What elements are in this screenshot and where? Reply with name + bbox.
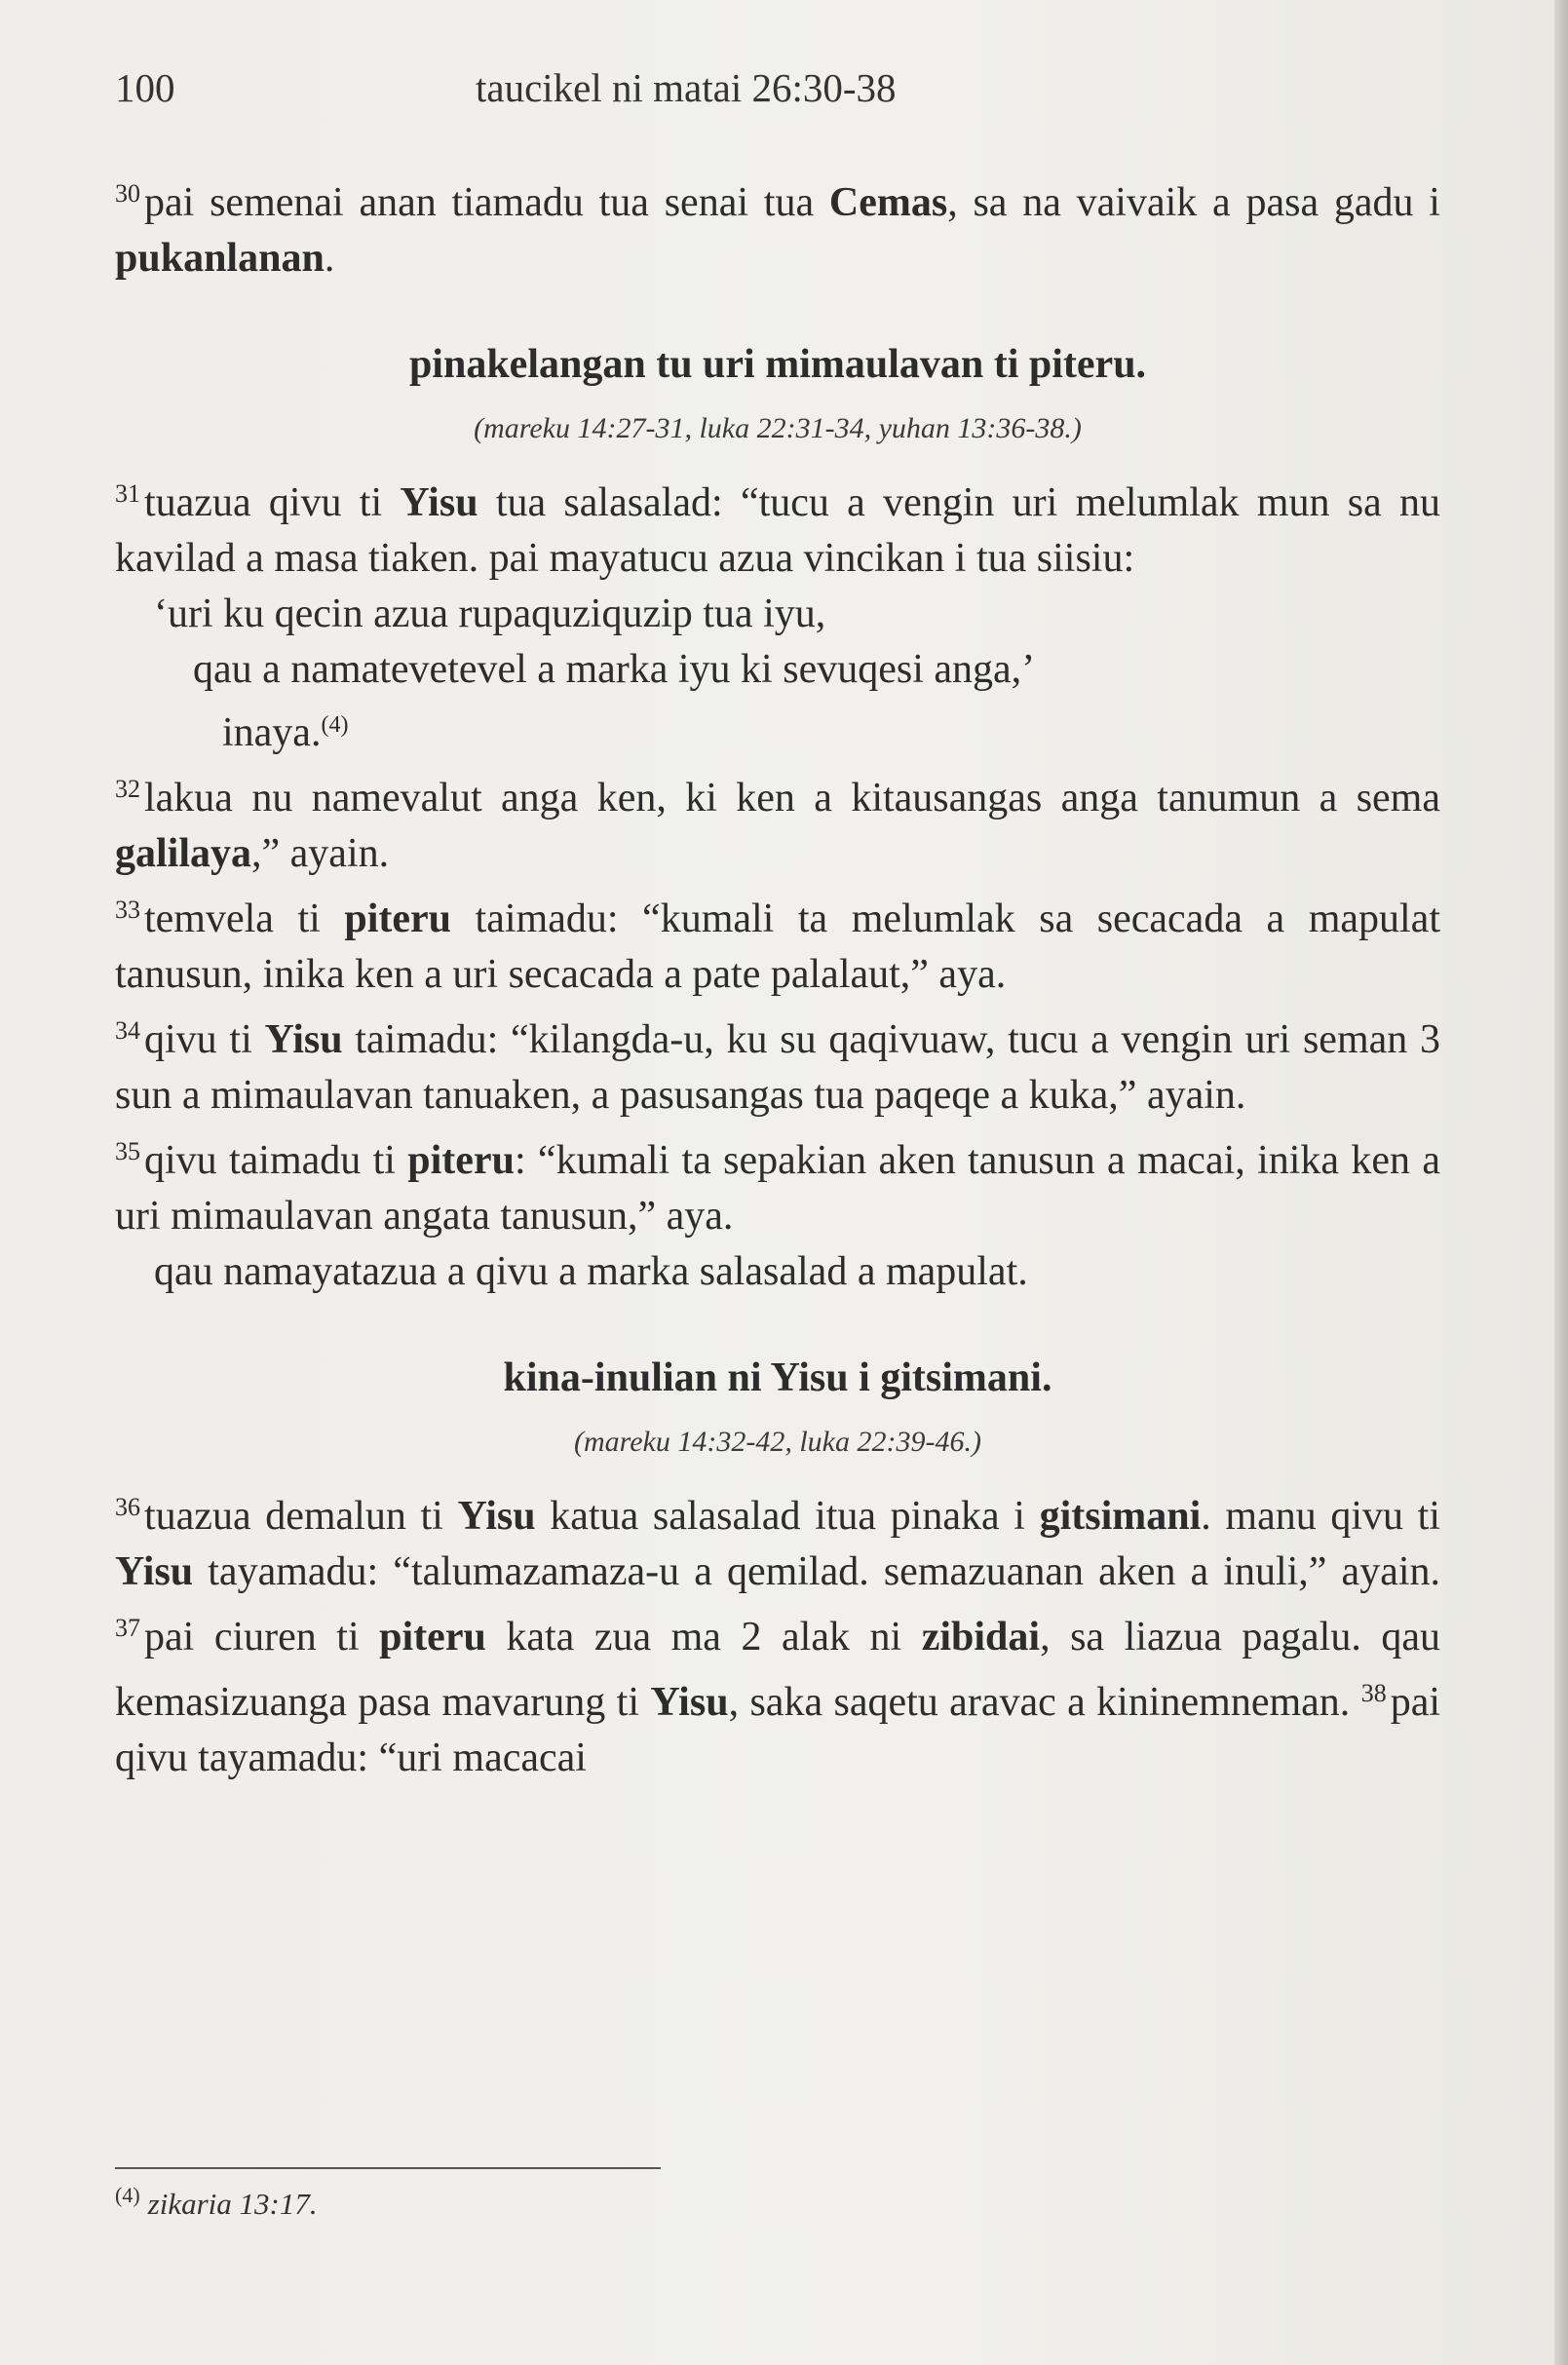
footnote-mark: (4) [115,2183,140,2207]
verse-36-38: $^{36}$tuazua demalun ti Yisu katua salasalad itua pinaka i gitsimani. manu qivu ti Yisu tayamadu: “talumazamaza-u a qemilad. semazuanan aken a inuli,” ayain. $^{37}$pai ciuren ti piteru kata zua ma 2 alak ni zibidai, sa liazua pagalu. qau kemasizuanga pasa mavarung ti Yisu, saka saqetu aravac a kininemneman. $^{38}$pai qivu tayamadu: “uri macacai [115,1493,1441,1780]
name-galilaya: galilaya [115,831,252,876]
footnote-reference: (4) [321,712,349,738]
quote-line: qau a namatevetevel a marka iyu ki sevuqesi anga,’ [193,647,1036,692]
verse-30: $^{30}$pai semenai anan tiamadu tua senai tua Cemas, sa na vaivaik a pasa gadu i pukanlanan. [115,179,1440,281]
footnote [115,2183,318,2222]
name-piteru: piteru [379,1615,486,1659]
footnote-text: zikaria 13:17. [147,2187,318,2221]
quote-line: inaya.$^{(4)}$ [222,710,349,755]
verse-34: $^{34}$qivu ti Yisu taimadu: “kilangda-u, ku su qaqivuaw, tucu a vengin uri seman 3 sun a mimaulavan tanuaken, a pasusangas tua paqeqe a kuka,” ayain. [115,1016,1440,1118]
verse-32: $^{32}$lakua nu namevalut anga ken, ki ken a kitausangas anga tanumun a sema galilaya,” ayain. [115,775,1440,876]
verse-33: $^{33}$temvela ti piteru taimadu: “kumali ta melumlak sa secacada a mapulat tanusun, inika ken a uri secacada a pate palalaut,” aya. [115,896,1440,997]
verse-number: 33 [115,896,140,924]
running-title: taucikel ni matai 26:30-38 [476,65,897,110]
footnote-divider [115,2167,661,2169]
name-gitsimani: gitsimani [1039,1494,1202,1539]
name-yisu: Yisu [264,1017,343,1062]
verse-number: 35 [115,1137,140,1165]
name-zibidai: zibidai [921,1615,1041,1659]
name-cemas: Cemas [828,180,948,225]
name-piteru: piteru [407,1138,515,1183]
main-text [115,166,1440,1786]
page-number: 100 [115,65,175,110]
name-yisu: Yisu [115,1549,194,1594]
verse-number: 32 [115,775,140,803]
name-yisu: Yisu [457,1494,536,1539]
verse-number: 37 [115,1614,140,1642]
section-cross-reference: (mareku 14:27-31, luka 22:31-34, yuhan 13:36-38.) [474,412,1082,444]
verse-35: $^{35}$qivu taimadu ti piteru: “kumali ta sepakian aken tanusun a macai, inika ken a uri mimaulavan angata tanusun,” aya. [115,1137,1440,1239]
verse-31: $^{31}$tuazua qivu ti Yisu tua salasalad: “tucu a vengin uri melumlak mun sa nu kavilad a masa tiaken. pai mayatucu azua vincikan i tua siisiu: [115,479,1440,581]
verse-number: 34 [115,1016,140,1045]
name-yisu: Yisu [650,1680,729,1725]
name-piteru: piteru [344,896,452,941]
quote-line: ‘uri ku qecin azua rupaquziquzip tua iyu, [154,591,826,636]
section-title: kina-inulian ni Yisu i gitsimani. [503,1355,1052,1400]
verse-number: 30 [115,179,140,208]
verse-35-continuation: qau namayatazua a qivu a marka salasalad a mapulat. [154,1249,1028,1294]
verse-number: 38 [1360,1679,1387,1707]
running-header [115,64,1343,123]
verse-number: 36 [115,1493,140,1521]
verse-number: 31 [115,479,140,508]
section-title: pinakelangan tu uri mimaulavan ti piteru. [408,342,1147,387]
section-cross-reference: (mareku 14:32-42, luka 22:39-46.) [574,1426,981,1458]
name-yisu: Yisu [400,480,478,525]
name-pukanlanan: pukanlanan [115,236,325,281]
page-edge [1554,0,1568,2365]
